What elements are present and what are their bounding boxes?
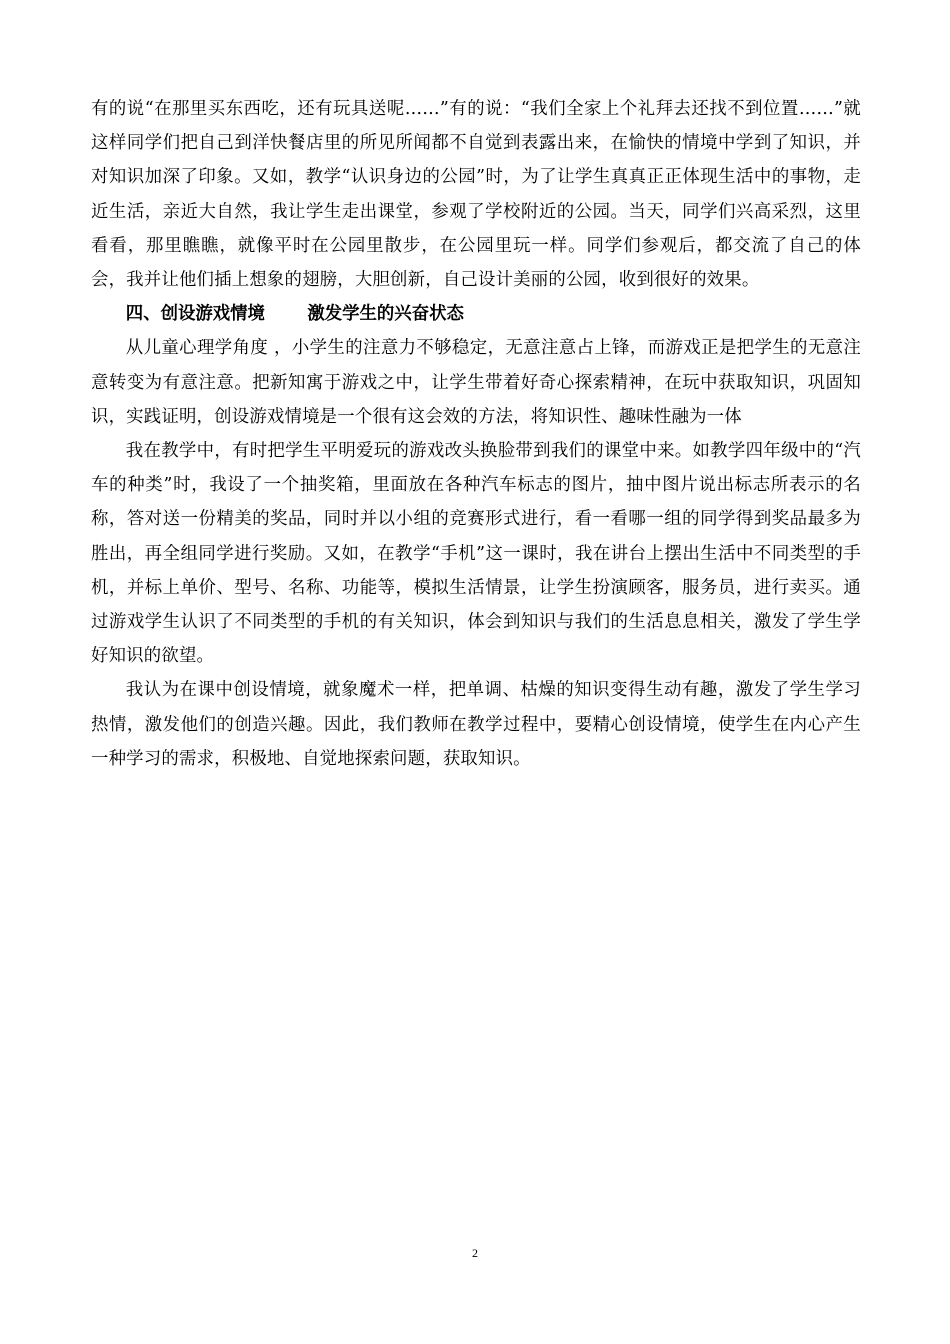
paragraph-park-visit: 有的说“在那里买东西吃，还有玩具送呢……”有的说：“我们全家上个礼拜去还找不到位置……”就这样同学们把自己到洋快餐店里的所见所闻都不自觉到表露出来，在愉快的情境中学到了知识，并对知识加深了印象。又如，教学“认识身边的公园”时，为了让学生真真正正体现生活中的事物，走近生活，亲近大自然，我让学生走出课堂，参观了学校附近的公园。当天，同学们兴高采烈，这里看看，那里瞧瞧，就像平时在公园里散步，在公园里玩一样。同学们参观后，都交流了自己的体会，我并让他们插上想象的翅膀，大胆创新，自己设计美丽的公园，收到很好的效果。 — [91, 99, 861, 291]
page-number: 2 — [472, 1246, 478, 1260]
document-page — [91, 92, 861, 776]
section-number: 四、 — [125, 304, 161, 325]
paragraph-game-examples: 我在教学中，有时把学生平明爱玩的游戏改头换脸带到我们的课堂中来。如教学四年级中的“汽车的种类”时，我设了一个抽奖箱，里面放在各种汽车标志的图片，抽中图片说出标志所表示的名称，答对送一份精美的奖品，同时并以小组的竞赛形式进行，看一看哪一组的同学得到奖品最多为胜出，再全组同学进行奖励。又如，在教学“手机”这一课时，我在讲台上摆出生活中不同类型的手机，并标上单价、型号、名称、功能等，模拟生活情景，让学生扮演顾客，服务员，进行卖买。通过游戏学生认识了不同类型的手机的有关知识，体会到知识与我们的生活息息相关，激发了学生学好知识的欲望。 — [91, 441, 861, 667]
paragraph-child-psychology: 从儿童心理学角度 ，小学生的注意力不够稳定，无意注意占上锋，而游戏正是把学生的无意注意转变为有意注意。把新知寓于游戏之中，让学生带着好奇心探索精神，在玩中获取知识，巩固知识，实践证明，创设游戏情境是一个很有这会效的方法，将知识性、趣味性融为一体 — [91, 338, 861, 427]
paragraph-conclusion: 我认为在课中创设情境，就象魔术一样，把单调、枯燥的知识变得生动有趣，激发了学生学习热情，激发他们的创造兴趣。因此，我们教师在教学过程中，要精心创设情境，使学生在内心产生一种学习的需求，积极地、自觉地探索问题，获取知识。 — [91, 680, 861, 769]
section-title: 创设游戏情境 — [160, 304, 265, 325]
section-subtitle: 激发学生的兴奋状态 — [307, 304, 464, 325]
section-heading — [91, 297, 861, 331]
